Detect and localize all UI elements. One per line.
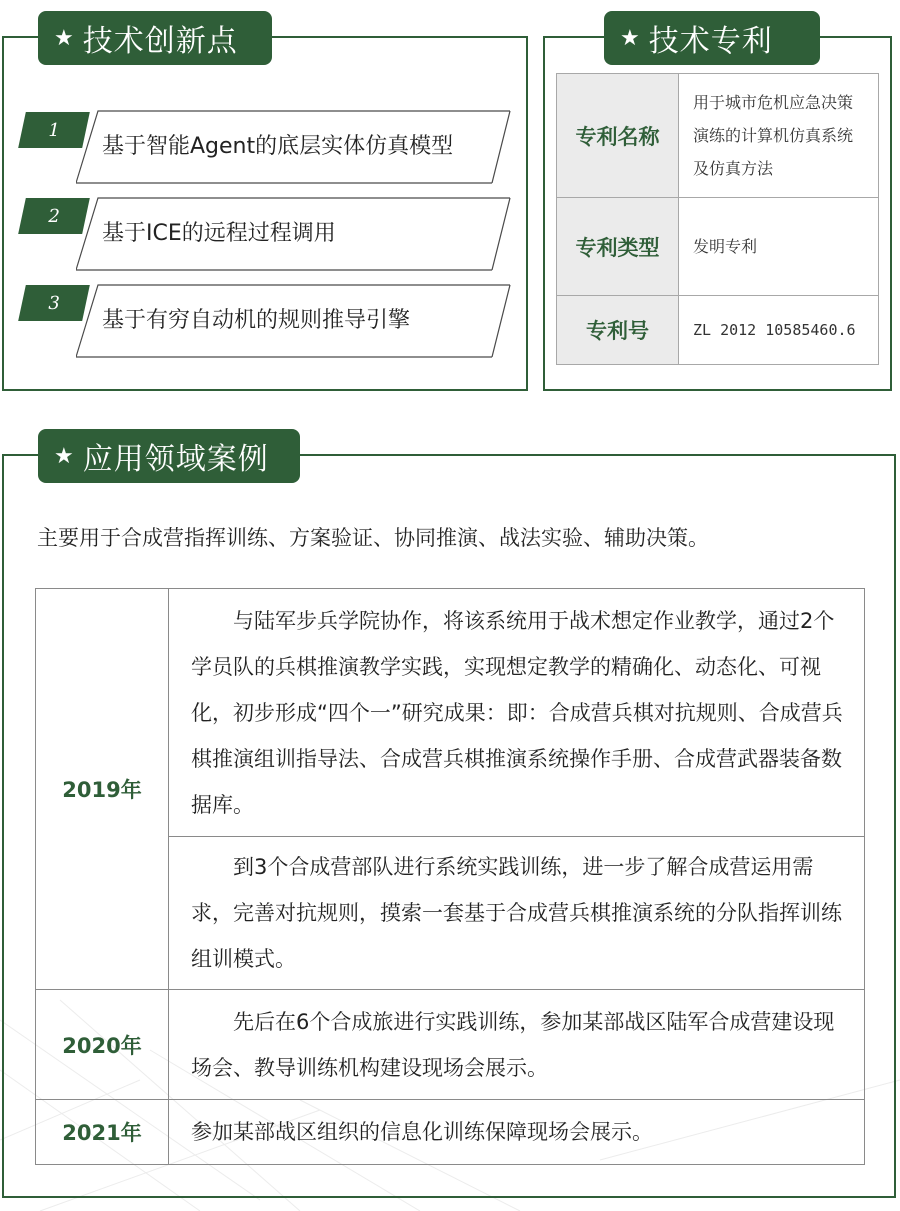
- case-description: 先后在6个合成旅进行实践训练，参加某部战区陆军合成营建设现场会、教导训练机构建设现场会展示。: [169, 990, 865, 1100]
- innovation-number-badge: 2: [18, 198, 90, 234]
- innovation-header: [38, 11, 272, 65]
- innovation-item-text: 基于智能Agent的底层实体仿真模型: [102, 134, 454, 159]
- star-icon: ★: [620, 25, 641, 51]
- innovation-number-badge: 3: [18, 285, 90, 321]
- table-row: [557, 74, 879, 198]
- table-row: [557, 296, 879, 365]
- case-description: 到3个合成营部队进行系统实践训练，进一步了解合成营运用需求，完善对抗规则，摸索一套基于合成营兵棋推演系统的分队指挥训练组训模式。: [169, 837, 865, 990]
- patent-key: 专利号: [557, 296, 679, 365]
- patent-header: [604, 11, 820, 65]
- table-row: [36, 990, 865, 1100]
- cases-intro: 主要用于合成营指挥训练、方案验证、协同推演、战法实验、辅助决策。: [37, 526, 709, 550]
- case-description: 与陆军步兵学院协作，将该系统用于战术想定作业教学，通过2个学员队的兵棋推演教学实践，实现想定教学的精确化、动态化、可视化，初步形成“四个一”研究成果：即：合成营兵棋对抗规则、合成营兵棋推演组训指导法、合成营兵棋推演系统操作手册、合成营武器装备数据库。: [169, 589, 865, 837]
- innovation-item: [76, 283, 512, 359]
- patent-key: 专利类型: [557, 198, 679, 296]
- star-icon: ★: [54, 443, 75, 469]
- patent-value: 发明专利: [679, 198, 879, 296]
- star-icon: ★: [54, 25, 75, 51]
- patent-table: [556, 73, 879, 365]
- innovation-item: [76, 196, 512, 272]
- cases-title: 应用领域案例: [82, 442, 269, 477]
- patent-value: ZL 2012 10585460.6: [679, 296, 879, 365]
- innovation-number-badge: 1: [18, 112, 90, 148]
- case-year: 2019年: [36, 589, 169, 990]
- patent-key: 专利名称: [557, 74, 679, 198]
- table-row: [36, 1100, 865, 1165]
- case-year: 2020年: [36, 990, 169, 1100]
- cases-table: [35, 588, 865, 1165]
- patent-title: 技术专利: [648, 24, 773, 59]
- patent-value: 用于城市危机应急决策演练的计算机仿真系统及仿真方法: [679, 74, 879, 198]
- innovation-item-text: 基于ICE的远程过程调用: [102, 221, 336, 246]
- innovation-item-text: 基于有穷自动机的规则推导引擎: [102, 308, 411, 333]
- innovation-item: [76, 109, 512, 185]
- case-year: 2021年: [36, 1100, 169, 1165]
- cases-header: [38, 429, 300, 483]
- case-description: 参加某部战区组织的信息化训练保障现场会展示。: [169, 1100, 865, 1165]
- table-row: [36, 589, 865, 837]
- table-row: [557, 198, 879, 296]
- innovation-title: 技术创新点: [82, 24, 238, 59]
